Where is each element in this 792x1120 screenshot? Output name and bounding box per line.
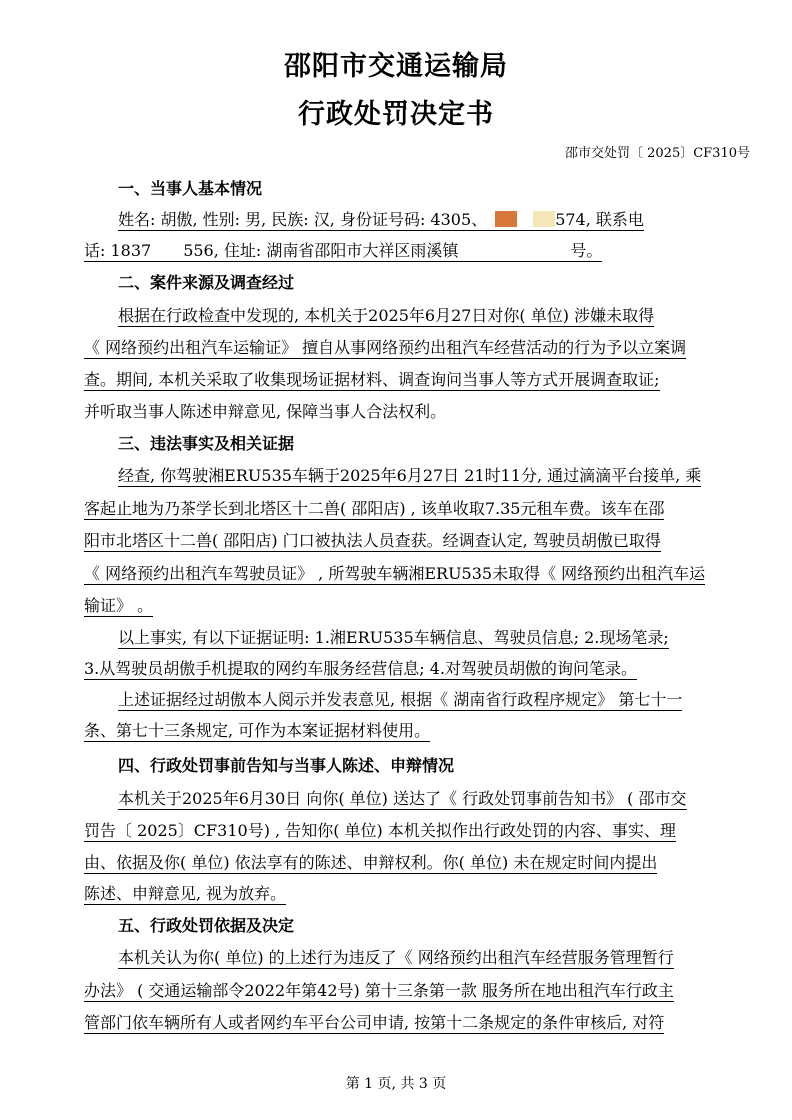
page-number: 第 1 页, 共 3 页 [345, 1076, 447, 1092]
party-info-line-2 [84, 240, 750, 262]
facts-line: 输证》 。 [84, 596, 154, 615]
redaction-mark [495, 211, 517, 227]
redaction-mark [533, 211, 555, 227]
document-title: 行政处罚决定书 [298, 99, 494, 130]
section-heading-2: 二、案件来源及调查经过 [118, 273, 295, 292]
case-source-line: 《 网络预约出租汽车运输证》 擅自从事网络预约出租汽车经营活动的行为予以立案调 [84, 338, 687, 357]
facts-line: 《 网络预约出租汽车驾驶员证》 , 所驾驶车辆湘ERU535未取得《 网络预约出租汽车运 [84, 564, 706, 583]
notice-line: 陈述、申辩意见, 视为放弃。 [84, 884, 287, 903]
case-source-line: 查。期间, 本机关采取了收集现场证据材料、调查询问当事人等方式开展调查取证; [84, 370, 660, 389]
decision-line: 管部门依车辆所有人或者网约车平台公司申请, 按第十二条规定的条件审核后, 对符 [84, 1013, 665, 1032]
agency-title: 邵阳市交通运输局 [284, 51, 508, 82]
evidence-line: 以上事实, 有以下证据证明: 1.湘ERU535车辆信息、驾驶员信息; 2.现场笔录; [118, 628, 669, 647]
document-number: 邵市交处罚〔 2025〕CF310号 [565, 146, 750, 161]
decision-line: 办法》 ( 交通运输部令2022年第42号) 第十三条第一款 服务所在地出租汽车行政主 [84, 981, 674, 1000]
section-heading-3: 三、违法事实及相关证据 [118, 434, 295, 453]
evidence-line: 上述证据经过胡傲本人阅示并发表意见, 根据《 湖南省行政程序规定》 第七十一 [118, 690, 683, 709]
section-heading-5: 五、行政处罚依据及决定 [118, 916, 295, 935]
facts-line: 客起止地为乃茶学长到北塔区十二兽( 邵阳店) , 该单收取7.35元租车费。该车在邵 [84, 499, 665, 518]
evidence-line: 条、第七十三条规定, 可作为本案证据材料使用。 [84, 721, 431, 740]
evidence-line: 3.从驾驶员胡傲手机提取的网约车服务经营信息; 4.对驾驶员胡傲的询问笔录。 [84, 659, 638, 678]
party-info-line-1 [118, 209, 750, 231]
decision-line: 本机关认为你( 单位) 的上述行为违反了《 网络预约出租汽车经营服务管理暂行 [118, 948, 674, 967]
facts-line: 阳市北塔区十二兽( 邵阳店) 门口被执法人员查获。经调查认定, 驾驶员胡傲已取得 [84, 531, 661, 550]
notice-line: 罚告〔 2025〕CF310号) , 告知你( 单位) 本机关拟作出行政处罚的内容、事实、理 [84, 821, 676, 840]
case-source-line: 并听取当事人陈述申辩意见, 保障当事人合法权利。 [84, 402, 447, 421]
section-heading-1: 一、当事人基本情况 [118, 179, 263, 198]
facts-line: 经查, 你驾驶湘ERU535车辆于2025年6月27日 21时11分, 通过滴滴平台接单, 乘 [118, 466, 702, 485]
notice-line: 由、依据及你( 单位) 依法享有的陈述、申辩权利。你( 单位) 未在规定时间内提出 [84, 853, 658, 872]
notice-line: 本机关于2025年6月30日 向你( 单位) 送达了《 行政处罚事前告知书》 ( 邵市交 [118, 789, 687, 808]
party-info-text-c: 话: 1837 556, 住址: 湖南省邵阳市大祥区雨溪镇 号。 [84, 241, 603, 260]
case-source-line: 根据在行政检查中发现的, 本机关于2025年6月27日对你( 单位) 涉嫌未取得 [118, 306, 655, 325]
party-info-text-b: 574, 联系电 [555, 210, 644, 229]
section-heading-4: 四、行政处罚事前告知与当事人陈述、申辩情况 [118, 756, 455, 775]
party-info-text-a: 姓名: 胡傲, 性别: 男, 民族: 汉, 身份证号码: 4305、 [118, 210, 480, 229]
